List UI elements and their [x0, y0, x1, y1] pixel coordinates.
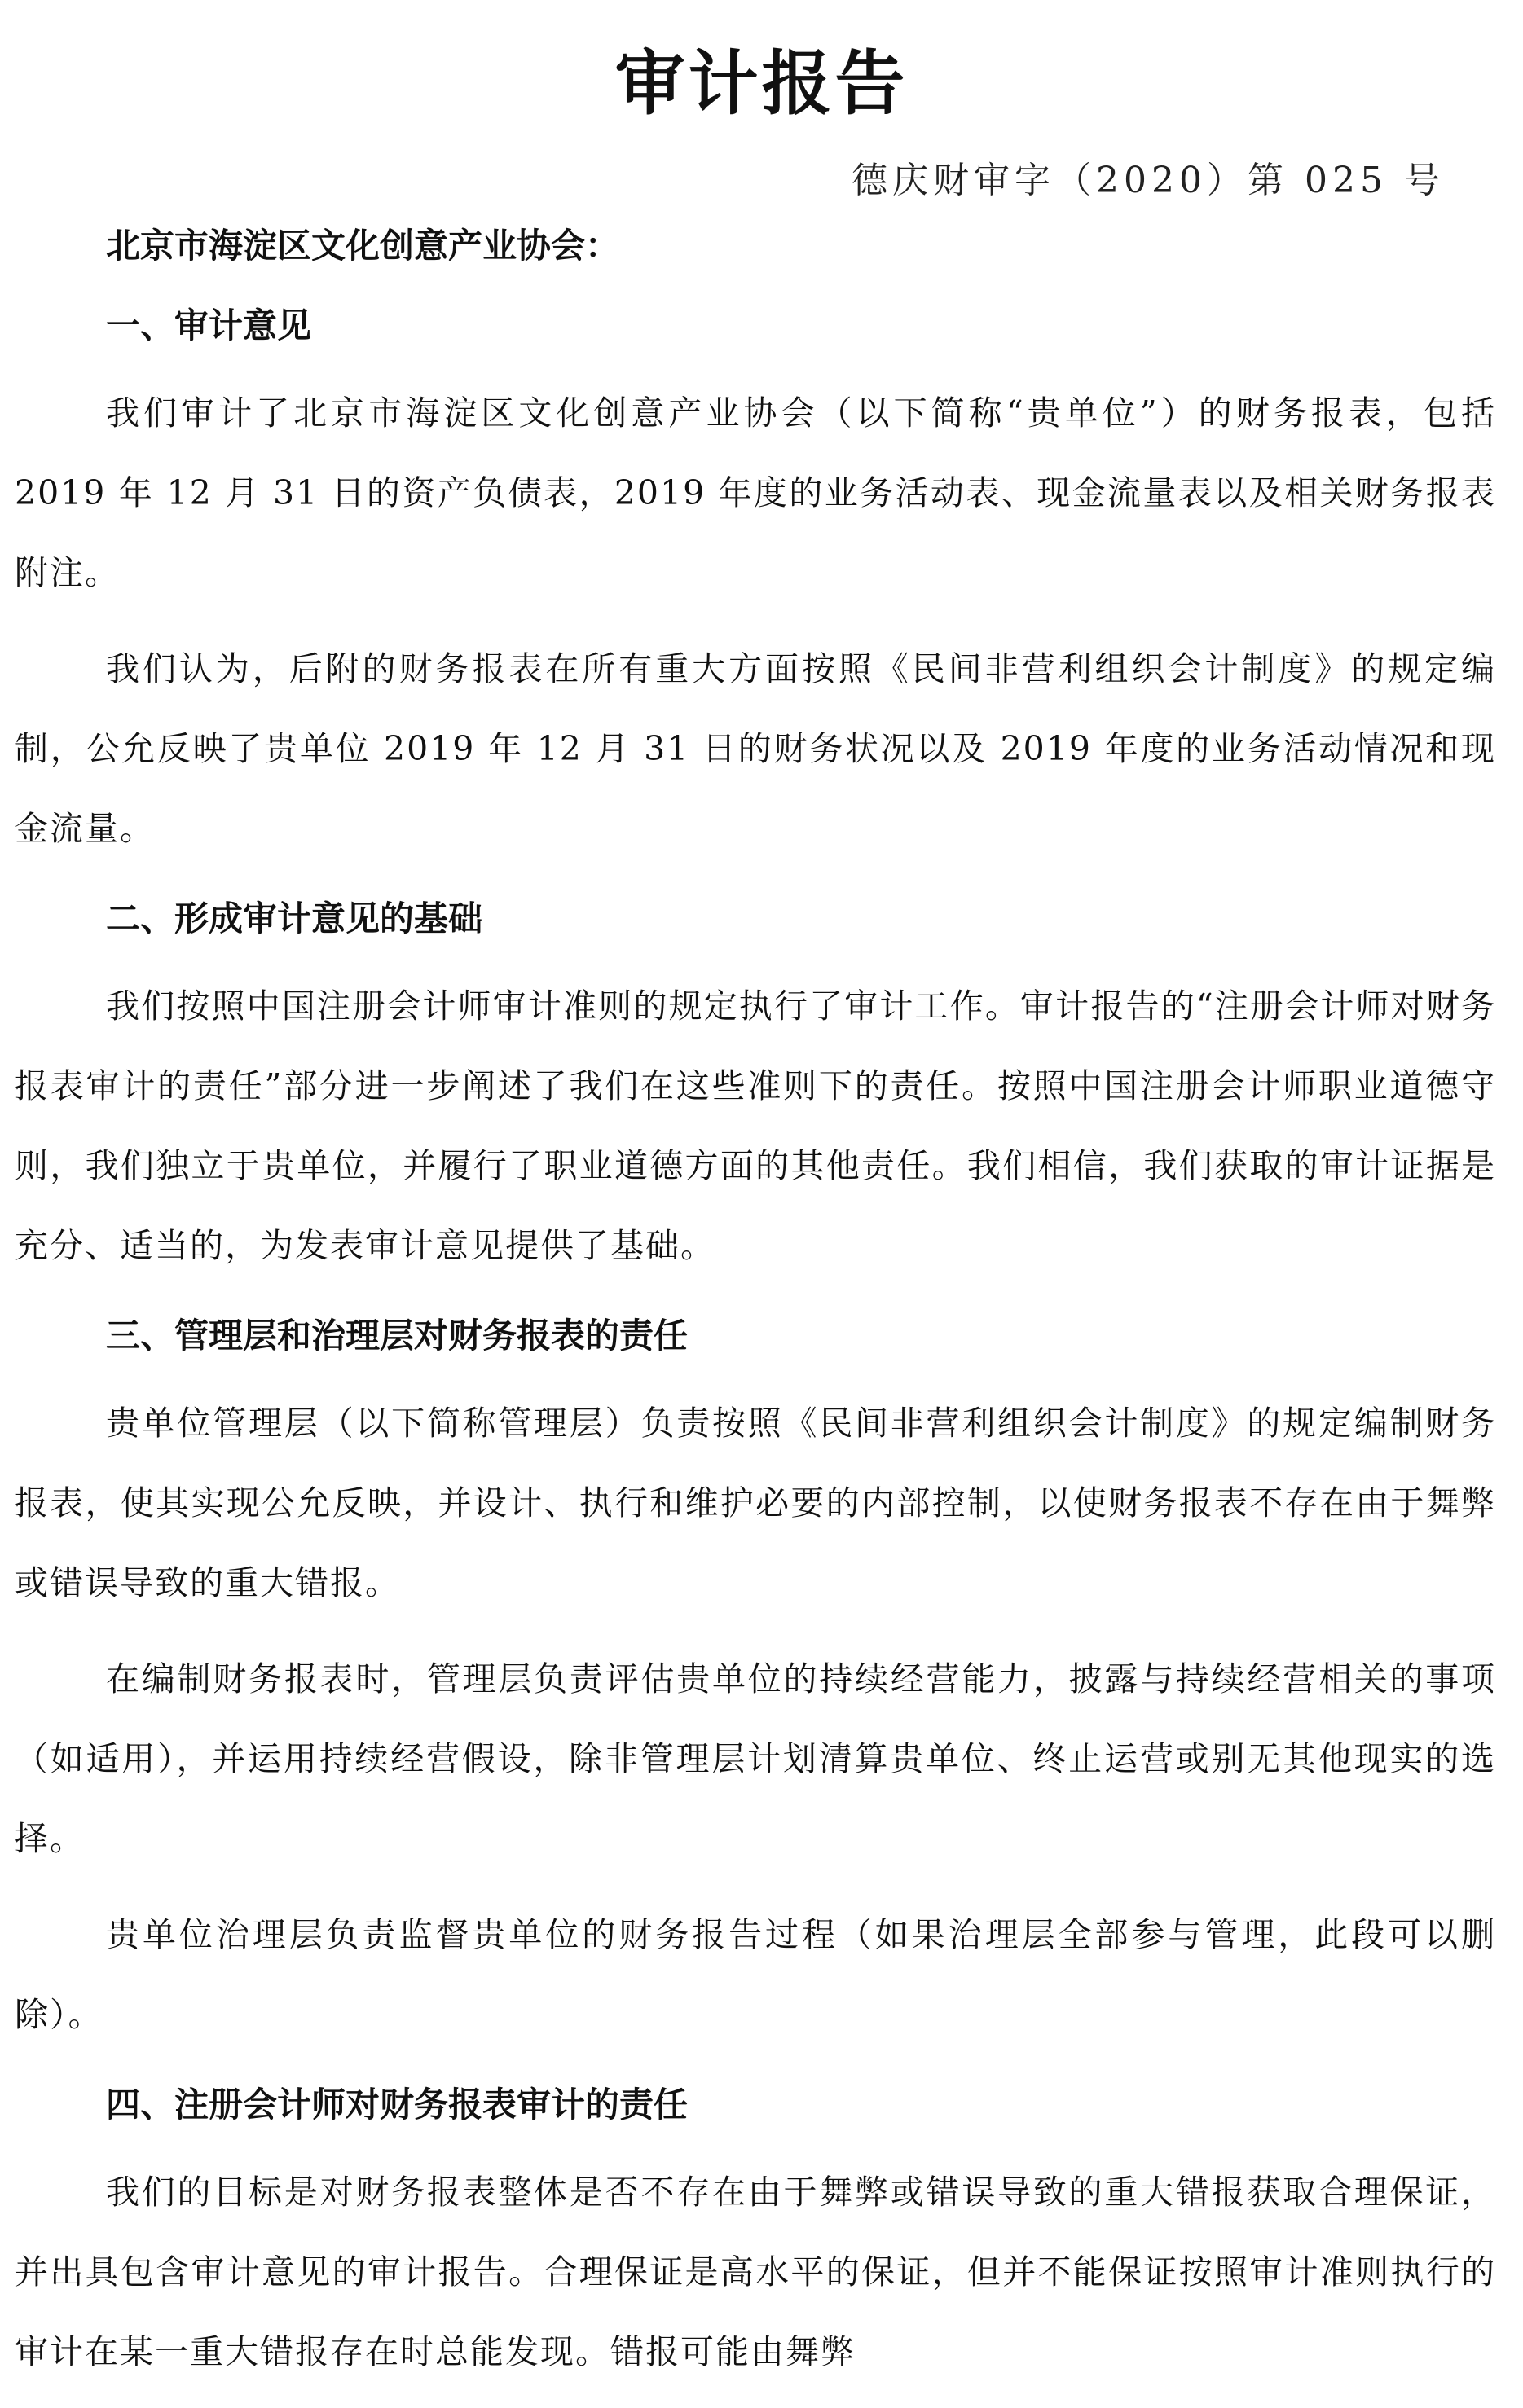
section-auditor-responsibility	[15, 2071, 1496, 2392]
paragraph: 我们的目标是对财务报表整体是否不存在由于舞弊或错误导致的重大错报获取合理保证，并出具包含审计意见的审计报告。合理保证是高水平的保证，但并不能保证按照审计准则执行的审计在某一重大错报存在时总能发现。错报可能由舞弊	[15, 2173, 1496, 2371]
section-heading: 四、注册会计师对财务报表审计的责任	[106, 2085, 689, 2125]
paragraph: 在编制财务报表时，管理层负责评估贵单位的持续经营能力，披露与持续经营相关的事项（如适用），并运用持续经营假设，除非管理层计划清算贵单位、终止运营或别无其他现实的选择。	[15, 1659, 1496, 1858]
report-title: 审计报告	[614, 43, 909, 125]
section-heading: 三、管理层和治理层对财务报表的责任	[106, 1316, 689, 1356]
paragraph: 我们审计了北京市海淀区文化创意产业协会（以下简称“贵单位”）的财务报表，包括 2019 年 12 月 31 日的资产负债表，2019 年度的业务活动表、现金流量表以及相关财务报表附注。	[15, 393, 1496, 592]
paragraph: 我们按照中国注册会计师审计准则的规定执行了审计工作。审计报告的“注册会计师对财务报表审计的责任”部分进一步阐述了我们在这些准则下的责任。按照中国注册会计师职业道德守则，我们独立于贵单位，并履行了职业道德方面的其他责任。我们相信，我们获取的审计证据是充分、适当的，为发表审计意见提供了基础。	[15, 986, 1496, 1265]
section-audit-opinion	[15, 292, 1496, 868]
document-number: 德庆财审字（2020）第 025 号	[852, 160, 1445, 201]
paragraph: 贵单位治理层负责监督贵单位的财务报告过程（如果治理层全部参与管理，此段可以删除）。	[15, 1915, 1496, 2034]
paragraph: 贵单位管理层（以下简称管理层）负责按照《民间非营利组织会计制度》的规定编制财务报表，使其实现公允反映，并设计、执行和维护必要的内部控制，以使财务报表不存在由于舞弊或错误导致的重大错报。	[15, 1404, 1496, 1602]
report-body	[15, 213, 1496, 2408]
paragraph: 我们认为，后附的财务报表在所有重大方面按照《民间非营利组织会计制度》的规定编制，公允反映了贵单位 2019 年 12 月 31 日的财务状况以及 2019 年度的业务活动情况和现金流量。	[15, 649, 1496, 848]
section-heading: 二、形成审计意见的基础	[106, 899, 483, 938]
section-heading: 一、审计意见	[106, 305, 312, 345]
section-management-responsibility	[15, 1302, 1496, 2054]
section-basis-for-opinion	[15, 885, 1496, 1285]
addressee: 北京市海淀区文化创意产业协会：	[106, 226, 620, 266]
